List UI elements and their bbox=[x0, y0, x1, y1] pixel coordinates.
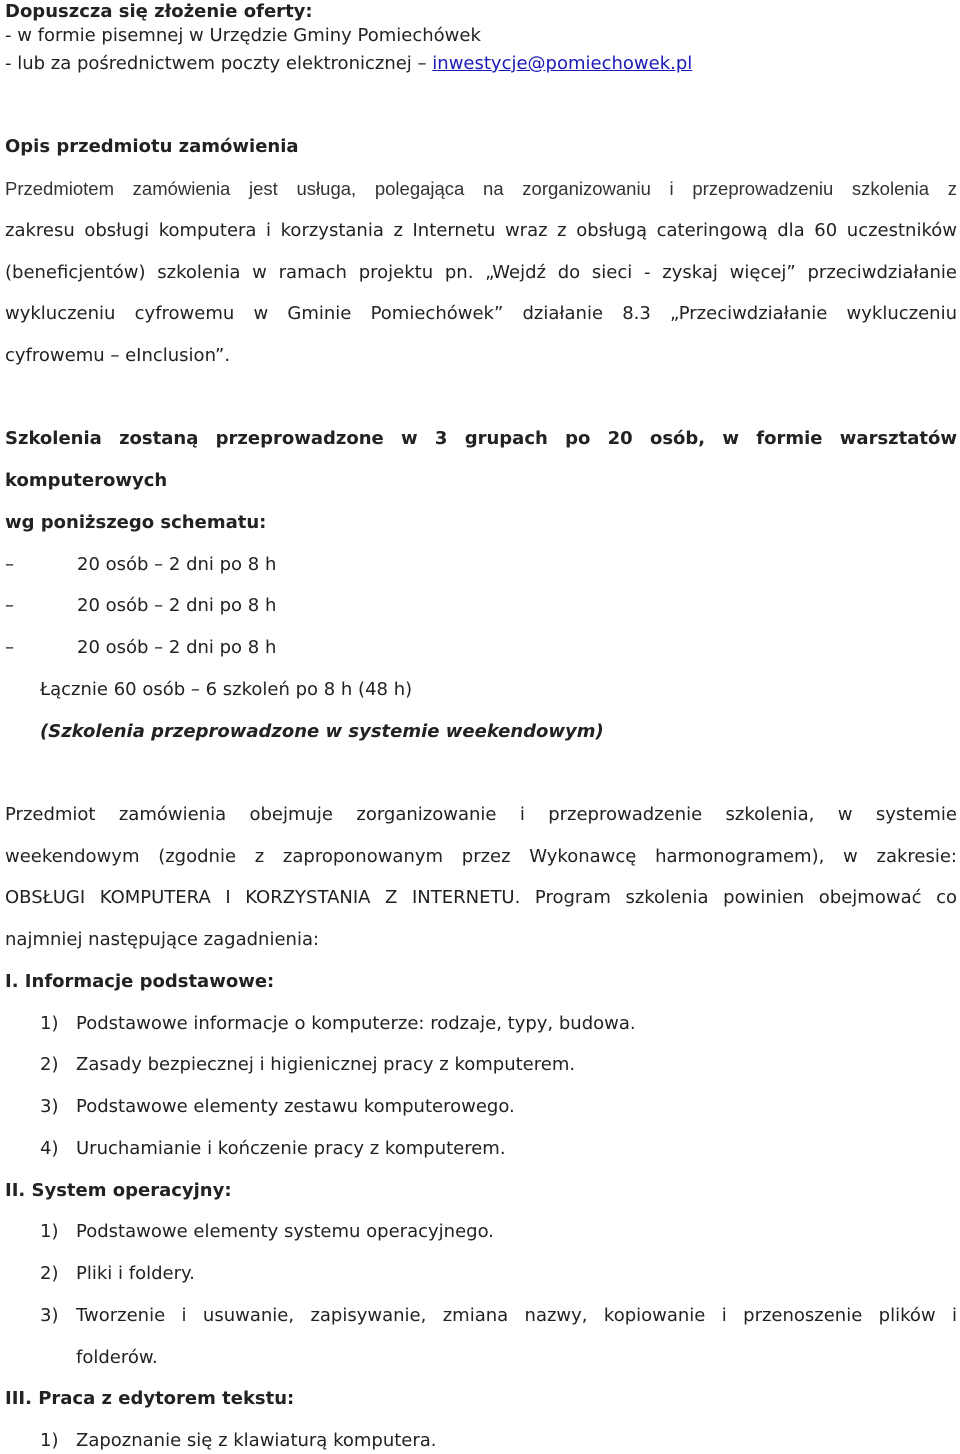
offer-heading: Dopuszcza się złożenie oferty: bbox=[5, 1, 313, 22]
list-number: 1) bbox=[40, 1430, 59, 1451]
schema-item bbox=[5, 594, 276, 618]
dash-bullet: – bbox=[5, 554, 14, 575]
list-item bbox=[40, 1053, 575, 1077]
list-text-continuation: folderów. bbox=[76, 1347, 158, 1368]
dash-bullet: – bbox=[5, 637, 14, 658]
scope-line-4: najmniej następujące zagadnienia: bbox=[5, 929, 320, 950]
schema-item bbox=[5, 553, 276, 577]
section-heading-3: III. Praca z edytorem tekstu: bbox=[5, 1388, 295, 1409]
schema-heading: wg poniższego schematu: bbox=[5, 512, 267, 533]
section-heading-1: I. Informacje podstawowe: bbox=[5, 971, 275, 992]
description-line-5: cyfrowemu – eInclusion”. bbox=[5, 345, 231, 366]
dash-bullet: – bbox=[5, 595, 14, 616]
scope-line-3 bbox=[5, 886, 957, 910]
list-text: Pliki i foldery. bbox=[76, 1263, 195, 1284]
schema-item-text: 20 osób – 2 dni po 8 h bbox=[77, 554, 277, 575]
list-item bbox=[40, 1429, 437, 1453]
list-text: Zapoznanie się z klawiaturą komputera. bbox=[76, 1430, 437, 1451]
list-item bbox=[40, 1137, 506, 1161]
description-heading: Opis przedmiotu zamówienia bbox=[5, 136, 299, 157]
offer-option-paper: - w formie pisemnej w Urzędzie Gminy Pomiechówek bbox=[5, 25, 481, 46]
list-number: 2) bbox=[40, 1054, 59, 1075]
schema-note: (Szkolenia przeprowadzone w systemie weekendowym) bbox=[40, 721, 604, 742]
scope-line-1: Przedmiot zamówienia obejmuje zorganizowanie i przeprowadzenie szkolenia, w systemie bbox=[5, 804, 957, 825]
offer-option-email bbox=[5, 52, 692, 76]
offer-option-email-label: - lub za pośrednictwem poczty elektronicznej – bbox=[5, 53, 427, 74]
schema-total: Łącznie 60 osób – 6 szkoleń po 8 h (48 h) bbox=[40, 679, 413, 700]
section-heading-2: II. System operacyjny: bbox=[5, 1180, 232, 1201]
list-item bbox=[40, 1220, 494, 1244]
list-text: Podstawowe elementy systemu operacyjnego. bbox=[76, 1221, 494, 1242]
schema-item bbox=[5, 636, 276, 660]
email-link[interactable]: inwestycje@pomiechowek.pl bbox=[432, 53, 693, 74]
list-number: 1) bbox=[40, 1221, 59, 1242]
list-number: 2) bbox=[40, 1263, 59, 1284]
scope-caps: OBSŁUGI KOMPUTERA I KORZYSTANIA Z INTERNETU. bbox=[5, 887, 521, 908]
scope-line-2: weekendowym (zgodnie z zaproponowanym przez Wykonawcę harmonogramem), w zakresie: bbox=[5, 846, 957, 867]
list-number: 4) bbox=[40, 1138, 59, 1159]
scope-program: Program szkolenia powinien obejmować co bbox=[520, 887, 957, 908]
list-number: 3) bbox=[40, 1096, 59, 1117]
description-line-4: wykluczeniu cyfrowemu w Gminie Pomiechówek” działanie 8.3 „Przeciwdziałanie wykluczeniu bbox=[5, 303, 957, 324]
list-item bbox=[40, 1095, 515, 1119]
list-item bbox=[40, 1304, 957, 1328]
list-number: 3) bbox=[40, 1305, 59, 1326]
description-line-3: (beneficjentów) szkolenia w ramach projektu pn. „Wejdź do sieci - zyskaj więcej” przeciwdziałanie bbox=[5, 262, 957, 283]
list-text: Tworzenie i usuwanie, zapisywanie, zmiana nazwy, kopiowanie i przenoszenie plików i bbox=[76, 1305, 957, 1326]
list-text: Zasady bezpiecznej i higienicznej pracy z komputerem. bbox=[76, 1054, 576, 1075]
groups-line-2: komputerowych bbox=[5, 470, 168, 491]
list-text: Podstawowe elementy zestawu komputerowego. bbox=[76, 1096, 515, 1117]
list-item bbox=[40, 1012, 636, 1036]
groups-line-1: Szkolenia zostaną przeprowadzone w 3 grupach po 20 osób, w formie warsztatów bbox=[5, 428, 957, 449]
description-line-2: zakresu obsługi komputera i korzystania z Internetu wraz z obsługą cateringową dla 60 uczestników bbox=[5, 220, 957, 241]
description-line-1: Przedmiotem zamówienia jest usługa, polegająca na zorganizowaniu i przeprowadzeniu szkolenia z bbox=[5, 178, 957, 199]
list-text: Podstawowe informacje o komputerze: rodzaje, typy, budowa. bbox=[76, 1013, 636, 1034]
list-number: 1) bbox=[40, 1013, 59, 1034]
list-text: Uruchamianie i kończenie pracy z komputerem. bbox=[76, 1138, 506, 1159]
list-item bbox=[40, 1262, 195, 1286]
schema-item-text: 20 osób – 2 dni po 8 h bbox=[77, 595, 277, 616]
schema-item-text: 20 osób – 2 dni po 8 h bbox=[77, 637, 277, 658]
